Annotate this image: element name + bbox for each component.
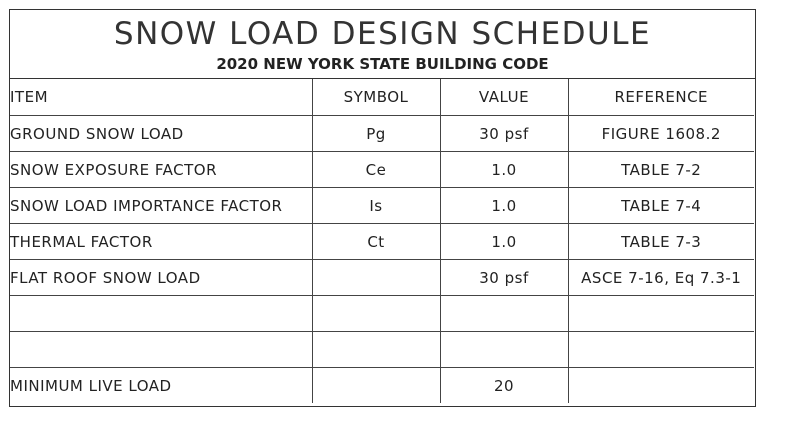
schedule-title: SNOW LOAD DESIGN SCHEDULE: [113, 16, 652, 52]
row-item: GROUND SNOW LOAD: [10, 116, 312, 152]
row-symbol: [312, 260, 440, 296]
row-item: SNOW LOAD IMPORTANCE FACTOR: [10, 188, 312, 224]
row-item: [10, 296, 312, 332]
row-item: SNOW EXPOSURE FACTOR: [10, 152, 312, 188]
row-value: [440, 296, 568, 332]
table-header-row: [10, 79, 754, 116]
table-row: [10, 224, 754, 260]
schedule-frame: [9, 9, 756, 407]
column-header-symbol: SYMBOL: [312, 79, 440, 116]
row-symbol: [312, 332, 440, 368]
row-value: 1.0: [440, 188, 568, 224]
table-row: [10, 332, 754, 368]
row-reference: TABLE 7-2: [568, 152, 754, 188]
schedule-header: [10, 10, 755, 79]
row-reference: FIGURE 1608.2: [568, 116, 754, 152]
row-value: 20: [440, 368, 568, 404]
table-row: [10, 260, 754, 296]
row-item: MINIMUM LIVE LOAD: [10, 368, 312, 404]
row-value: 30 psf: [440, 116, 568, 152]
row-reference: TABLE 7-3: [568, 224, 754, 260]
row-reference: ASCE 7-16, Eq 7.3-1: [568, 260, 754, 296]
row-reference: TABLE 7-4: [568, 188, 754, 224]
row-symbol: Ct: [312, 224, 440, 260]
table-row: [10, 188, 754, 224]
schedule-subtitle: 2020 NEW YORK STATE BUILDING CODE: [216, 55, 549, 73]
row-item: [10, 332, 312, 368]
row-symbol: [312, 296, 440, 332]
row-value: 1.0: [440, 152, 568, 188]
column-header-reference: REFERENCE: [568, 79, 754, 116]
row-reference: [568, 296, 754, 332]
row-symbol: Pg: [312, 116, 440, 152]
row-symbol: Ce: [312, 152, 440, 188]
row-value: 1.0: [440, 224, 568, 260]
column-header-item: ITEM: [10, 79, 312, 116]
column-header-value: VALUE: [440, 79, 568, 116]
row-reference: [568, 368, 754, 404]
table-row: [10, 368, 754, 404]
row-symbol: Is: [312, 188, 440, 224]
row-symbol: [312, 368, 440, 404]
table-row: [10, 152, 754, 188]
table-row: [10, 116, 754, 152]
row-item: THERMAL FACTOR: [10, 224, 312, 260]
row-item: FLAT ROOF SNOW LOAD: [10, 260, 312, 296]
snow-load-table: [10, 79, 754, 403]
row-value: 30 psf: [440, 260, 568, 296]
table-row: [10, 296, 754, 332]
row-value: [440, 332, 568, 368]
row-reference: [568, 332, 754, 368]
